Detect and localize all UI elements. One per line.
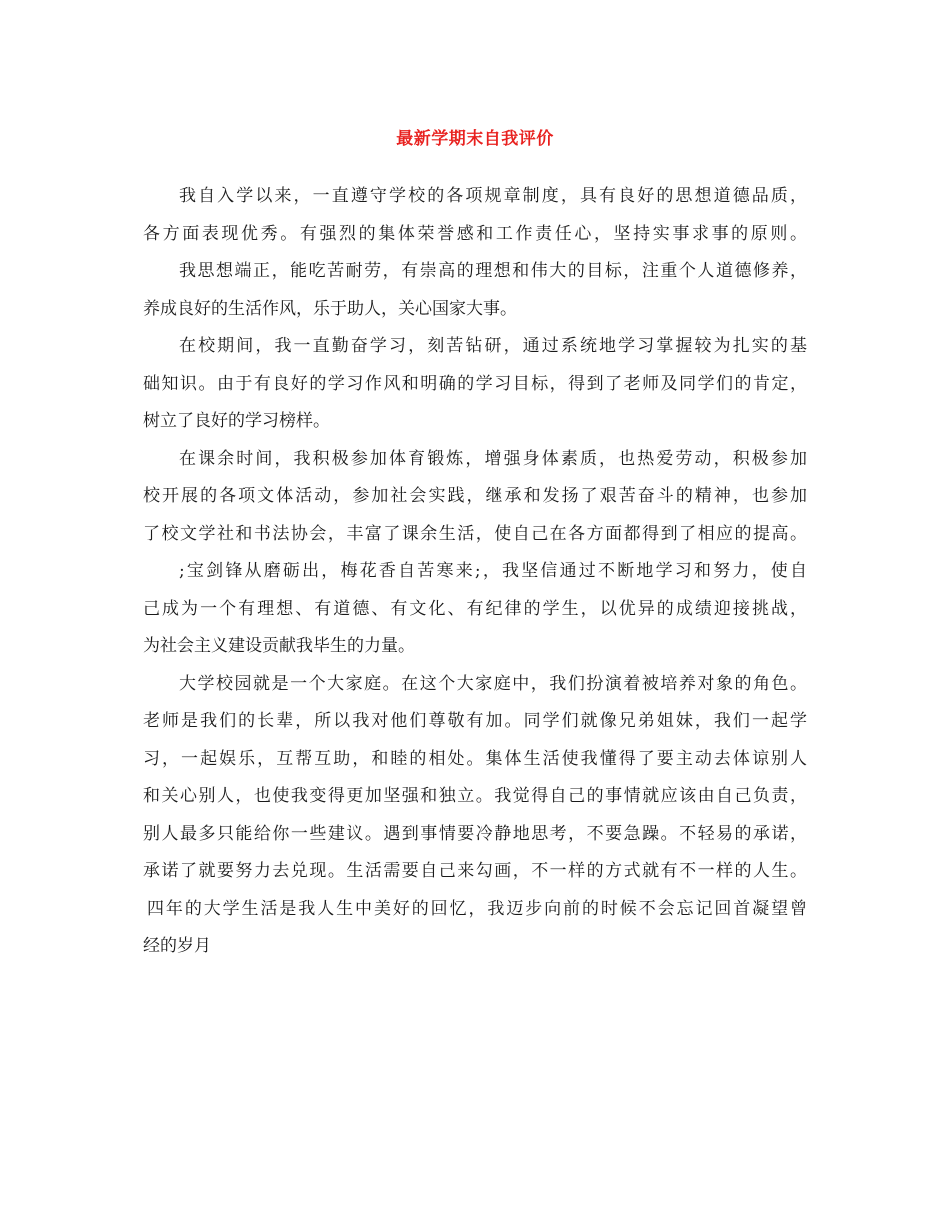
text-line: 础知识。由于有良好的学习作风和明确的学习目标，得到了老师及同学们的肯定， (143, 373, 807, 394)
text-line: 老师是我们的长辈，所以我对他们尊敬有加。同学们就像兄弟姐妹，我们一起学 (143, 711, 807, 731)
text-line: 习，一起娱乐，互帮互助，和睦的相处。集体生活使我懂得了要主动去体谅别人 (143, 748, 807, 769)
text-line: 我思想端正，能吃苦耐劳，有崇高的理想和伟大的目标，注重个人道德修养， (179, 261, 807, 281)
text-line: 四年的大学生活是我人生中美好的回忆，我迈步向前的时候不会忘记回首凝望曾 (147, 898, 807, 919)
text-line: ;宝剑锋从磨砺出，梅花香自苦寒来;，我坚信通过不断地学习和努力，使自 (179, 561, 807, 581)
text-line: 了校文学社和书法协会，丰富了课余生活，使自己在各方面都得到了相应的提高。 (143, 523, 807, 544)
text-line: 树立了良好的学习榜样。 (143, 411, 330, 431)
text-line: 别人最多只能给你一些建议。遇到事情要冷静地思考，不要急躁。不轻易的承诺， (143, 823, 807, 844)
text-line: 为社会主义建设贡献我毕生的力量。 (143, 636, 415, 656)
text-line: 承诺了就要努力去兑现。生活需要自己来勾画，不一样的方式就有不一样的人生。 (143, 861, 807, 881)
text-line: 各方面表现优秀。有强烈的集体荣誉感和工作责任心，坚持实事求事的原则。 (143, 223, 807, 244)
document-title: 最新学期末自我评价 (396, 129, 554, 149)
text-line: 养成良好的生活作风，乐于助人，关心国家大事。 (143, 298, 517, 319)
text-line: 校开展的各项文体活动，参加社会实践，继承和发扬了艰苦奋斗的精神，也参加 (143, 486, 807, 506)
text-line: 己成为一个有理想、有道德、有文化、有纪律的学生，以优异的成绩迎接挑战， (143, 598, 807, 619)
text-line: 和关心别人，也使我变得更加坚强和独立。我觉得自己的事情就应该由自己负责， (143, 786, 807, 806)
text-line: 在课余时间，我积极参加体育锻炼，增强身体素质，也热爱劳动，积极参加 (179, 448, 807, 469)
document-body (143, 178, 807, 966)
text-line: 大学校园就是一个大家庭。在这个大家庭中，我们扮演着被培养对象的角色。 (179, 673, 807, 694)
text-line: 我自入学以来，一直遵守学校的各项规章制度，具有良好的思想道德品质， (179, 186, 807, 206)
text-line: 经的岁月 (143, 936, 211, 956)
text-line: 在校期间，我一直勤奋学习，刻苦钻研，通过系统地学习掌握较为扎实的基 (179, 336, 807, 356)
